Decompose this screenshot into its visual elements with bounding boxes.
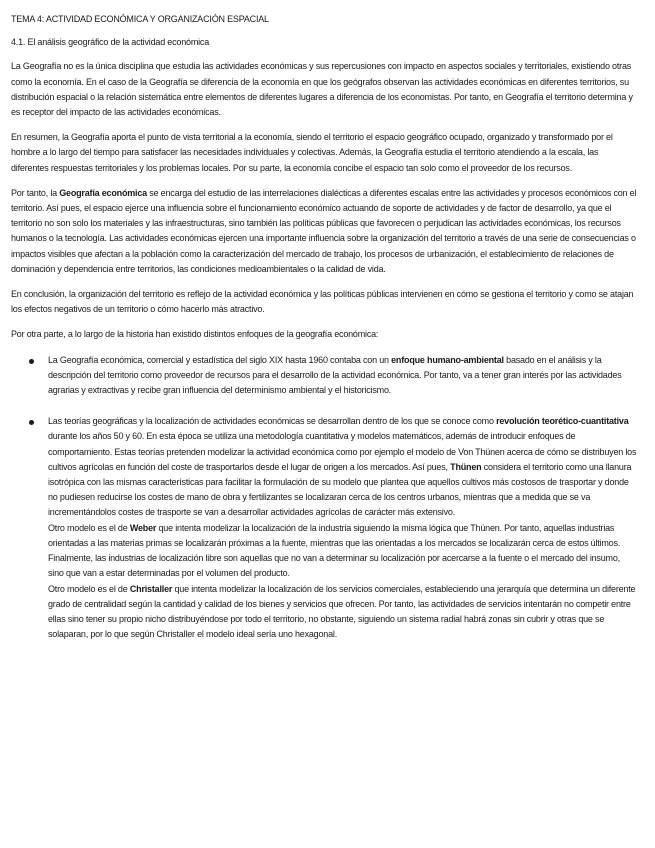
document-title: TEMA 4: ACTIVIDAD ECONÓMICA Y ORGANIZACIÓN ESPACIAL (11, 14, 269, 24)
term-weber: Weber (129, 522, 157, 533)
term-thunen: Thünen (450, 461, 482, 472)
section-subtitle: 4.1. El análisis geográfico de la actividad económica (11, 37, 210, 48)
bullet-text-c1: Otro modelo es el de (48, 583, 130, 594)
bullet-icon (29, 359, 34, 364)
bullet-text-2: basado en el análisis y la descripción del territorio como proveedor de recursos para el desarrollo de la actividad económica. Por tanto, va a tener gran interés por las actividades agrarias y extractivas y recibe gran influencia del determinismo ambiental y el historicismo. (48, 354, 622, 396)
bullet-text-a1: Las teorías geográficas y la localización de actividades económicas se desarrollan dentro de los que se conoce como (48, 416, 497, 427)
paragraph-economic-geography-text-1: Por tanto, la (11, 187, 60, 198)
term-christaller: Christaller (129, 583, 173, 594)
term-revolucion-teoretico-cuantitativa: revolución teorético-cuantitativa (496, 416, 629, 427)
bullet-text-a3: considera el territorio como una llanura isotrópica con las mismas características para facilitar la formulación de su modelo que plantea que aquellos cultivos más costosos de trasportar y donde no pudiesen reducirse los costes de mano de obra y fertilizantes se localizaran cerca de los centros urbanos, mientras que a medida que se va incrementándolos costes de trasporte se van a desarrollar actividades agrícolas de carácter más extensivo. (48, 461, 632, 518)
bullet-text-a2: durante los años 50 y 60. En esta época se utiliza una metodología cuantitativa y modelos matemáticos, además de introducir enfoques de comportamiento. Estas teorías pretenden modelizar la actividad económica como por ejemplo el modelo de Von Thünen acerca de cómo se distribuyen los cultivos agrícolas en función del coste de trasportarlos desde el lugar de origen a los mercados. Así pues, (48, 431, 637, 472)
bullet-text-1: La Geografía económica, comercial y estadística del siglo XIX hasta 1960 contaba con un (48, 354, 392, 365)
paragraph-approaches-intro: Por otra parte, a lo largo de la historia han existido distintos enfoques de la geografía económica: (11, 329, 379, 340)
bullet-text-weber (48, 521, 637, 582)
bullet-text-b2: que intenta modelizar la localización de la industria siguiendo la misma lógica que Thünen. Por tanto, aquellas industrias orientadas a las materias primas se localizarán próximas a la fuente, mientras que las orientadas a los mercados se localizarán cerca de estos últimos. Finalmente, las industrias de localización libre son aquellas que no van a determinar su localización por acercarse a la fuente o el mercado del insumo, sino que van a estar determinadas por el volumen del producto. (48, 522, 621, 579)
term-geografia-economica: Geografía económica (59, 187, 147, 198)
bullet-text-c2: que intenta modelizar la localización de los servicios comerciales, estableciendo una jerarquía que determina un diferente grado de centralidad según la cantidad y calidad de los bienes y servicios que ofrecen. Por tanto, las actividades de servicios intentarán no competir entre ellas sino tener su propio nicho distribuyéndose por todo el territorio, no obstante, siguiendo un sistema radial habrá zonas sin cubrir y otras que se solaparan, por lo que según Christaller el modelo ideal sería uno hexagonal. (48, 583, 636, 640)
bullet-text (48, 353, 637, 399)
approaches-list (11, 353, 637, 643)
bullet-text-thunen (48, 414, 637, 520)
list-item-human-environmental (11, 353, 637, 399)
list-item-quantitative-revolution (11, 414, 637, 642)
term-enfoque-humano-ambiental: enfoque humano-ambiental (391, 354, 504, 365)
paragraph-geography-vs-economy: La Geografía no es la única disciplina que estudia las actividades económicas y sus repercusiones con impacto en aspectos sociales y territoriales, existiendo otras como la economía. En el caso de la Geografía se diferencia de la economía en que los geógrafos observan las actividades económicas en diferentes territorios, su distribución espacial o la relación sistemática entre elementos de diferentes lugares a diferencia de los economistas. Por tanto, en Geografía el territorio determina y es receptor del impacto de las actividades económicas. (11, 61, 633, 118)
bullet-icon (29, 420, 34, 425)
paragraph-economic-geography (11, 186, 637, 277)
paragraph-conclusion: En conclusión, la organización del territorio es reflejo de la actividad económica y las políticas públicas intervienen en cómo se gestiona el territorio y como se atajan los efectos negativos de un territorio o cómo hacerlo más atractivo. (11, 289, 634, 315)
paragraph-economic-geography-text-2: se encarga del estudio de las interrelaciones dialécticas a diferentes escalas entre las actividades y procesos económicos con el territorio. Así pues, el espacio ejerce una influencia sobre el funcionamiento económico actuando de soporte de actividades y de factor de desarrollo, ya que el territorio no son solo los materiales y las infraestructuras, sino también las políticas públicas que favorecen o perjudican las actividades económicas, los recursos humanos o la tecnología. Las actividades económicas ejercen una importante influencia sobre la organización del territorio a través de una serie de consecuencias o impactos visibles que afectan a la población como la caracterización del mercado de trabajo, los procesos de urbanización, el establecimiento de relaciones de dominación y dependencia entre territorios, las condiciones medioambientales o la calidad de vida. (11, 187, 637, 274)
bullet-text-christaller (48, 582, 637, 643)
paragraph-summary: En resumen, la Geografía aporta el punto de vista territorial a la economía, siendo el territorio el espacio geográfico ocupado, organizado y transformado por el hombre a lo largo del tiempo para satisfacer las necesidades individuales y colectivas. Además, la Geografía estudia el territorio atendiendo a la escala, las diferentes respuestas territoriales y los problemas locales. Por su parte, la economía concibe el espacio tan solo como el proveedor de los recursos. (11, 132, 613, 173)
bullet-text-b1: Otro modelo es el de (48, 522, 130, 533)
